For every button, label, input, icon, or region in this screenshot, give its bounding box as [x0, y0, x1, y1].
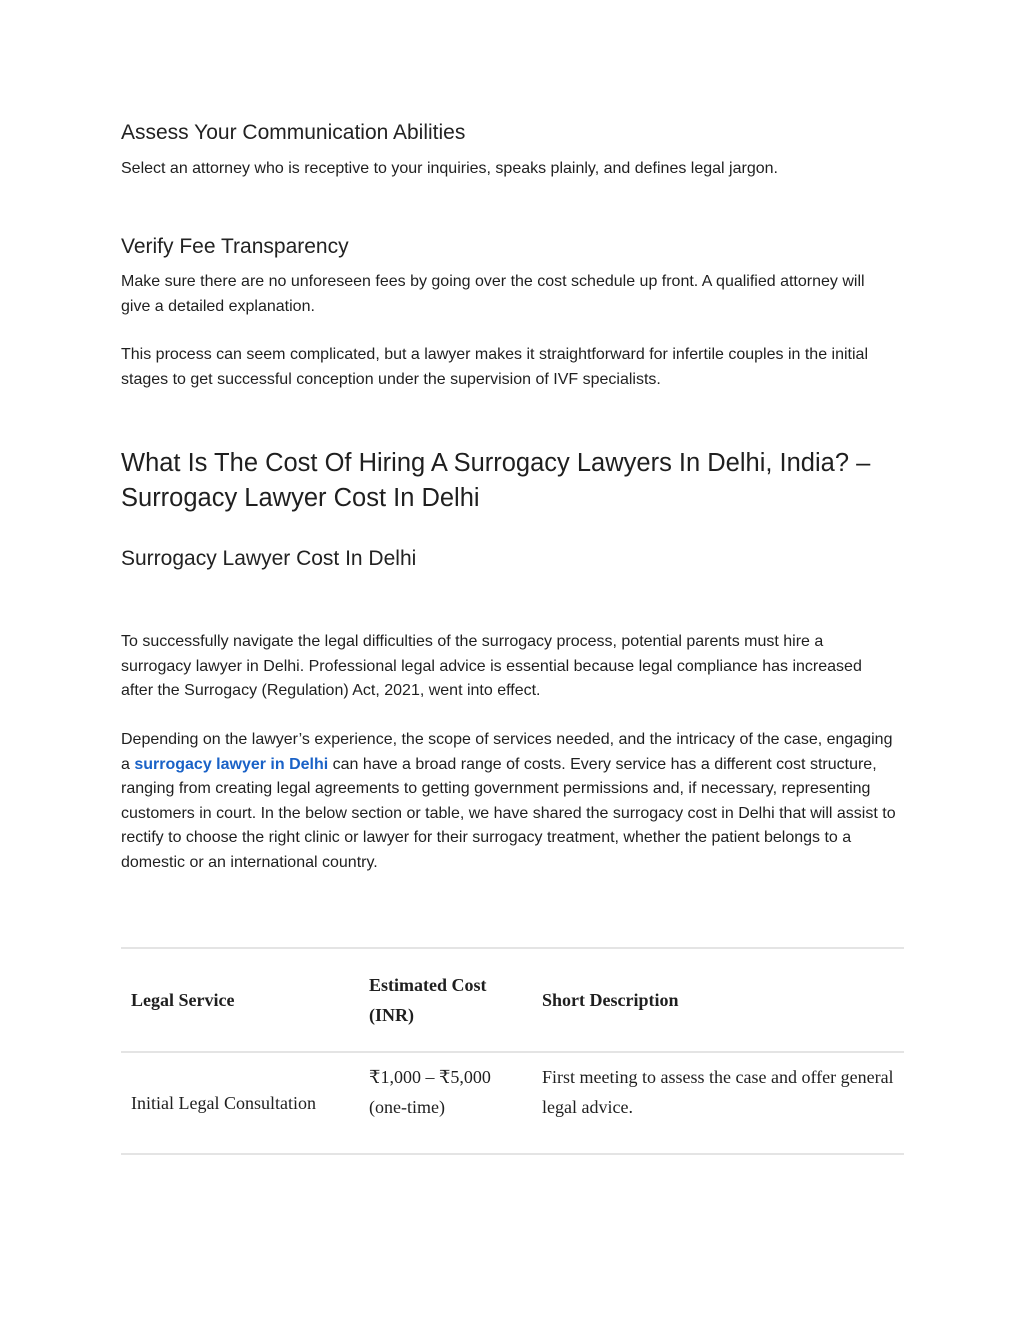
cost-paragraph-text-after: can have a broad range of costs. Every service has a different cost structure, ranging from creating legal agreements to getting government permissions and, if necessary, representing customers in court. In the below section or table, we have shared the surrogacy cost in Delhi that will assist to rectify to choose the right clinic or lawyer for their surrogacy treatment, whether the patient belongs to a domestic or an international country.	[121, 755, 896, 871]
table-cell-service: Initial Legal Consultation	[131, 1093, 316, 1113]
table-cell-description: First meeting to assess the case and offer general legal advice.	[542, 1067, 894, 1117]
table-row	[121, 1051, 904, 1155]
section-body-communication: Select an attorney who is receptive to your inquiries, speaks plainly, and defines legal jargon.	[121, 160, 778, 177]
section-heading-communication: Assess Your Communication Abilities	[121, 121, 466, 144]
table-header-legal-service: Legal Service	[131, 990, 235, 1010]
table-header-estimated-cost: Estimated Cost (INR)	[369, 975, 487, 1025]
cost-paragraph	[121, 728, 904, 875]
cost-subheading: Surrogacy Lawyer Cost In Delhi	[121, 547, 417, 570]
section-heading-fee-transparency: Verify Fee Transparency	[121, 235, 349, 258]
table-header-row	[121, 947, 904, 1051]
cost-paragraph-text-before: Depending on the lawyer’s experience, the scope of services needed, and the intricacy of the case, engaging a	[121, 731, 893, 773]
section-body-fee-transparency: Make sure there are no unforeseen fees by going over the cost schedule up front. A qualified attorney will give a detailed explanation.	[121, 273, 865, 315]
section-followup-paragraph: This process can seem complicated, but a lawyer makes it straightforward for infertile couples in the initial stages to get successful conception under the supervision of IVF specialists.	[121, 346, 868, 388]
surrogacy-lawyer-link[interactable]: surrogacy lawyer in Delhi	[134, 755, 329, 773]
table-header-short-description: Short Description	[542, 990, 679, 1010]
intro-paragraph: To successfully navigate the legal difficulties of the surrogacy process, potential parents must hire a surrogacy lawyer in Delhi. Professional legal advice is essential because legal compliance has increased after the Surrogacy (Regulation) Act, 2021, went into effect.	[121, 633, 862, 699]
cost-table	[121, 947, 904, 1155]
table-cell-cost: ₹1,000 – ₹5,000 (one-time)	[369, 1067, 491, 1117]
cost-section-title: What Is The Cost Of Hiring A Surrogacy Lawyers In Delhi, India? – Surrogacy Lawyer Cost In Delhi	[121, 449, 871, 512]
